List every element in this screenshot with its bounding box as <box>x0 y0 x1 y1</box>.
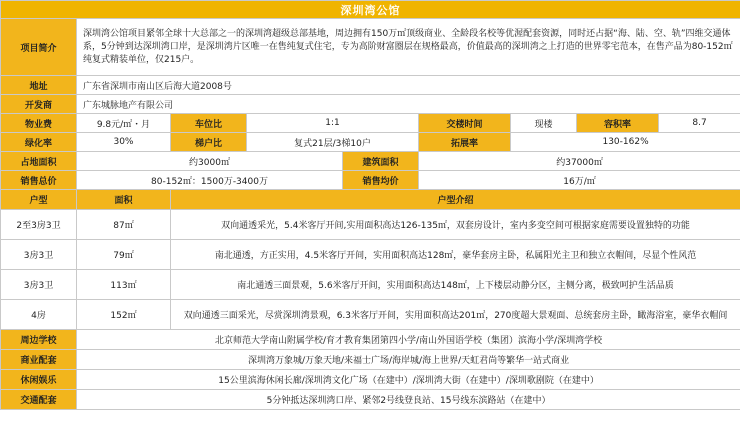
unit-area: 87㎡ <box>77 210 171 240</box>
unit-description: 南北通透三面景观，5.6米客厅开间，实用面积高达148㎡，上下楼层动静分区，主侧分离，极致呵护生活品质 <box>171 270 740 300</box>
total-price-value: 80-152㎡：1500万-3400万 <box>77 171 343 190</box>
commerce-value: 深圳湾万象城/万象天地/来福士广场/海岸城/海上世界/天虹君尚等繁华一站式商业 <box>77 350 740 370</box>
total-price-label: 销售总价 <box>1 171 77 190</box>
table-row <box>1 300 740 330</box>
fee-row <box>1 114 740 133</box>
traffic-value: 5分钟抵达深圳湾口岸、紧邻2号线登良站、15号线东滨路站（在建中） <box>77 390 740 410</box>
delivery-time-label: 交楼时间 <box>419 114 511 133</box>
traffic-label: 交通配套 <box>1 390 77 410</box>
unit-description: 南北通透，方正实用，4.5米客厅开间，实用面积高达128㎡，豪华套房主卧，私属阳光主卫和独立衣帽间，尽显个性风范 <box>171 240 740 270</box>
lift-ratio-value: 复式21层/3梯10户 <box>247 133 419 152</box>
developer-value: 广东城脉地产有限公司 <box>77 95 740 114</box>
expansion-rate-value: 130-162% <box>511 133 740 152</box>
delivery-time-value: 现楼 <box>511 114 577 133</box>
lift-ratio-label: 梯户比 <box>171 133 247 152</box>
unit-desc-header: 户型介绍 <box>171 190 740 210</box>
table-row <box>1 240 740 270</box>
green-rate-value: 30% <box>77 133 171 152</box>
address-value: 广东省深圳市南山区后海大道2008号 <box>77 76 740 95</box>
average-price-value: 16万/㎡ <box>419 171 740 190</box>
developer-label: 开发商 <box>1 95 77 114</box>
intro-text: 深圳湾公馆项目紧邻全球十大总部之一的深圳湾超级总部基地，周边拥有150万㎡顶级商业、全龄段名校等优渥配套资源，同时还占据“海、陆、空、轨”四维交通体系，5分钟到达深圳湾口岸，是深圳湾片区唯一在售纯复式住宅，专为高阶财富圈层在规格最高，价值最高的深圳湾之上打造的世界零宅范本，在售产品为80-152㎡纯复式精装单位，仅215户。 <box>77 19 740 76</box>
unit-type: 2至3房3卫 <box>1 210 77 240</box>
unit-type: 3房3卫 <box>1 240 77 270</box>
page-title: 深圳湾公馆 <box>1 1 740 19</box>
unit-area: 79㎡ <box>77 240 171 270</box>
intro-row <box>1 19 740 76</box>
building-area-value: 约37000㎡ <box>419 152 740 171</box>
traffic-row <box>1 390 740 410</box>
land-area-value: 约3000㎡ <box>77 152 343 171</box>
parking-ratio-value: 1:1 <box>247 114 419 133</box>
commerce-row <box>1 350 740 370</box>
land-area-label: 占地面积 <box>1 152 77 171</box>
average-price-label: 销售均价 <box>343 171 419 190</box>
units-header-row <box>1 190 740 210</box>
plot-ratio-label: 容积率 <box>577 114 659 133</box>
plot-ratio-value: 8.7 <box>659 114 740 133</box>
unit-type-header: 户型 <box>1 190 77 210</box>
leisure-value: 15公里滨海休闲长廊/深圳湾文化广场（在建中）/深圳湾大街（在建中）/深圳歌剧院（在建中） <box>77 370 740 390</box>
property-fee-label: 物业费 <box>1 114 77 133</box>
commerce-label: 商业配套 <box>1 350 77 370</box>
unit-description: 双向通透采光，5.4米客厅开间,实用面积高达126-135㎡，双套房设计，室内多变空间可根据家庭需要设置独特的功能 <box>171 210 740 240</box>
schools-row <box>1 330 740 350</box>
address-row <box>1 76 740 95</box>
schools-value: 北京师范大学南山附属学校/育才教育集团第四小学/南山外国语学校（集团）滨海小学/深圳湾学校 <box>77 330 740 350</box>
unit-type: 4房 <box>1 300 77 330</box>
schools-label: 周边学校 <box>1 330 77 350</box>
unit-type: 3房3卫 <box>1 270 77 300</box>
unit-area: 152㎡ <box>77 300 171 330</box>
area-row <box>1 152 740 171</box>
parking-ratio-label: 车位比 <box>171 114 247 133</box>
leisure-row <box>1 370 740 390</box>
leisure-label: 休闲娱乐 <box>1 370 77 390</box>
intro-label: 项目简介 <box>1 19 77 76</box>
address-label: 地址 <box>1 76 77 95</box>
table-row <box>1 210 740 240</box>
expansion-rate-label: 拓展率 <box>419 133 511 152</box>
property-fee-value: 9.8元/㎡・月 <box>77 114 171 133</box>
sales-row <box>1 171 740 190</box>
building-area-label: 建筑面积 <box>343 152 419 171</box>
table-row <box>1 270 740 300</box>
unit-area: 113㎡ <box>77 270 171 300</box>
unit-area-header: 面积 <box>77 190 171 210</box>
developer-row <box>1 95 740 114</box>
green-rate-label: 绿化率 <box>1 133 77 152</box>
unit-description: 双向通透三面采光，尽赏深圳湾景观，6.3米客厅开间，实用面积高达201㎡，270度超大景观面、总统套房主卧，瞰海浴室，豪华衣帽间 <box>171 300 740 330</box>
green-row <box>1 133 740 152</box>
